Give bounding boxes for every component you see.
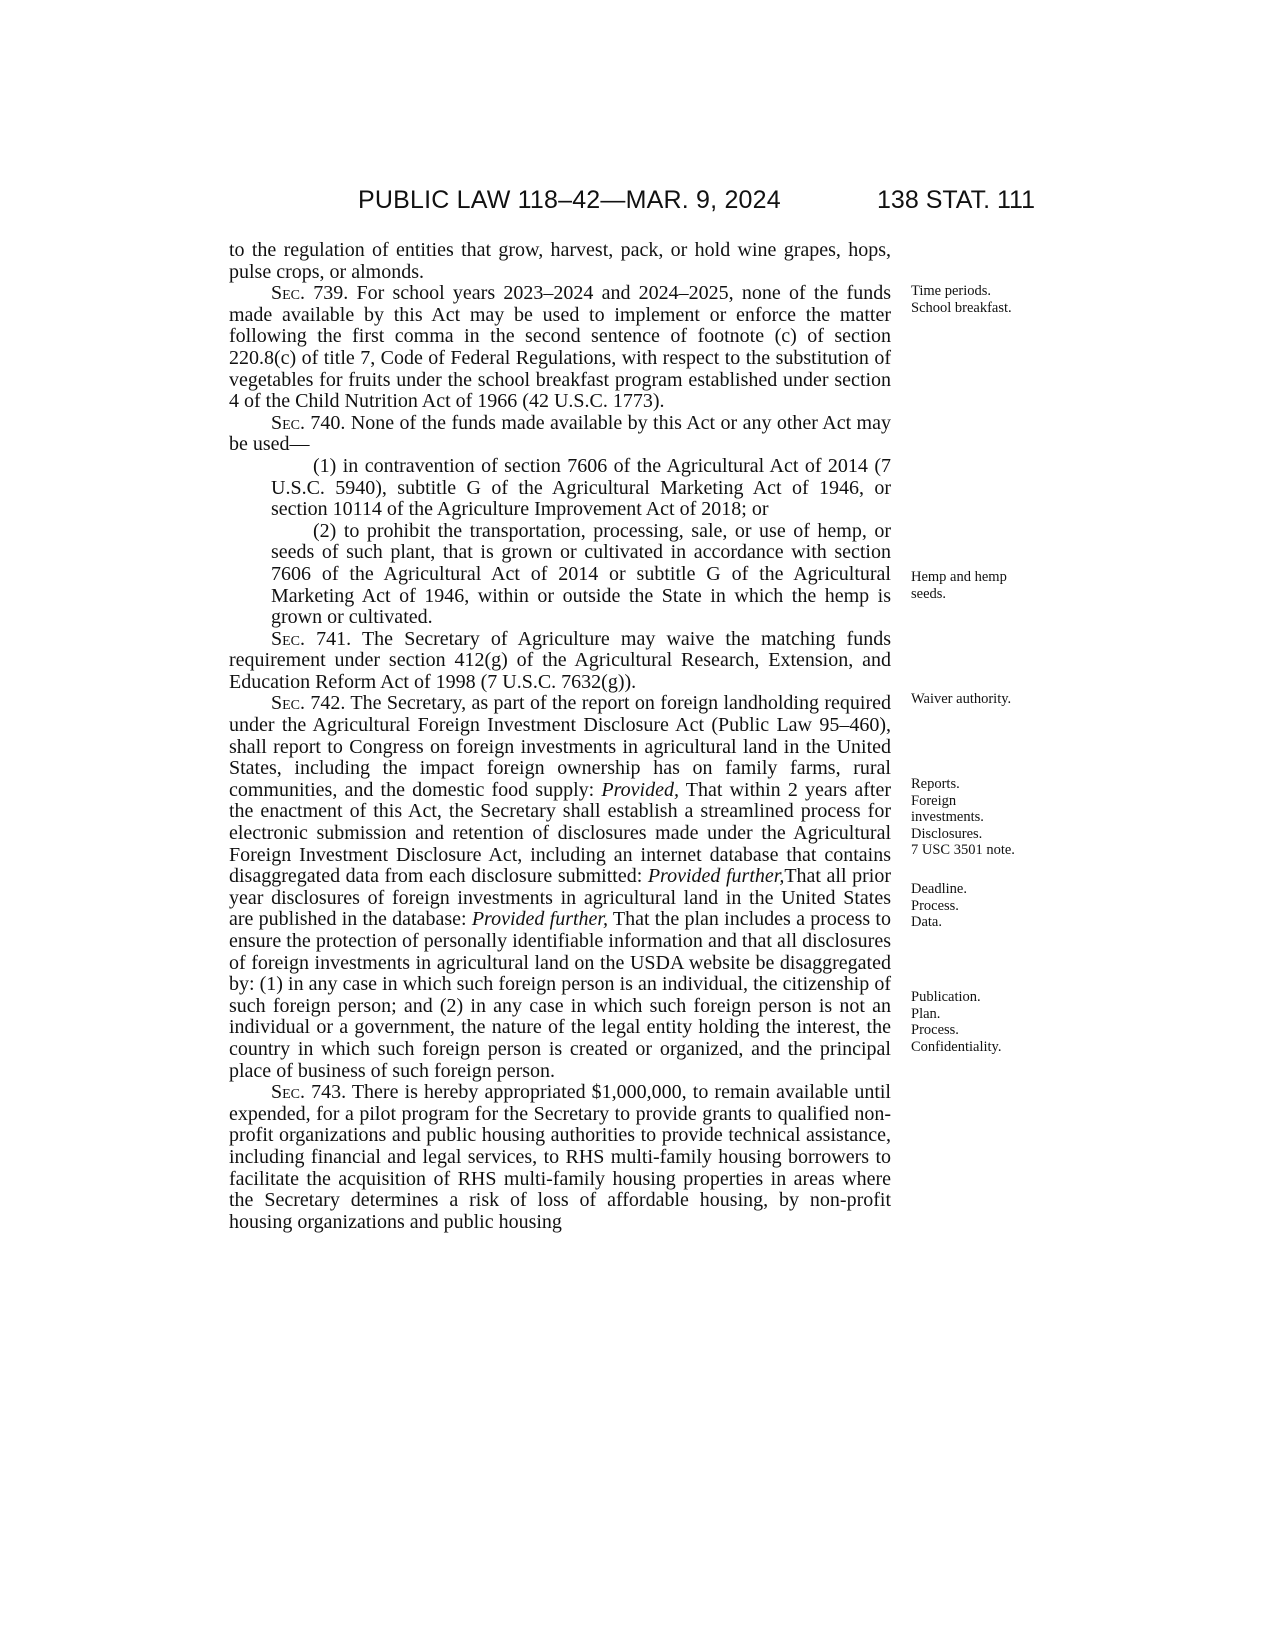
section-text: For school years 2023–2024 and 2024–2025, none of the funds made available by this Act may be used to implement or enforce the matter following the first comma in the second sentence of footnote (c) of section 220.8(c) of title 7, Code of Federal Regulations, with respect to the substitution of vegetables for fruits under the school breakfast program established under section 4 of the Child Nutrition Act of 1966 (42 U.S.C. 1773). [229, 282, 891, 413]
margin-note-reports: Reports. Foreign investments. Disclosures. 7 USC 3501 note. [911, 776, 1015, 858]
margin-note-publication: Publication. Plan. Process. Confidentiality. [911, 989, 1002, 1055]
section-741 [229, 629, 891, 694]
section-number: Sec. 742. [271, 692, 346, 715]
page-header [0, 186, 1275, 226]
section-740 [229, 413, 891, 456]
section-text: That within 2 years after the enactment of this Act, the Secretary shall establish a streamlined process for electronic submission and retention of disclosures made under the Agricultural Foreign Investment Disclosure Act, including an internet database that contains disaggregated data from each disclosure submitted: [229, 778, 891, 888]
law-body [229, 240, 891, 1233]
section-text: That all prior year disclosures of foreign investments in agricultural land in the United States are published in the database: [229, 865, 891, 931]
section-text: The Secretary of Agriculture may waive the matching funds requirement under section 412(g) of the Agricultural Research, Extension, and Education Reform Act of 1998 (7 U.S.C. 7632(g)). [229, 627, 891, 693]
section-text: That the plan includes a process to ensure the protection of personally identifiable information and that all disclosures of foreign investments in agricultural land on the USDA website be disaggregated by: (1) in any case in which such foreign person is an individual, the citizenship of such foreign person; and (2) in any case in which such foreign person is not an individual or a government, the nature of the legal entity holding the interest, the country in which such foreign person is created or organized, and the principal place of business of such foreign person. [229, 908, 891, 1082]
section-text: None of the funds made available by this Act or any other Act may be used— [229, 411, 891, 456]
margin-note-waiver: Waiver authority. [911, 691, 1012, 707]
margin-note-time-periods: Time periods. School breakfast. [911, 283, 1012, 316]
section-740-item-2: (2) to prohibit the transportation, processing, sale, or use of hemp, or seeds of such plant, that is grown or cultivated in accordance with section 7606 of the Agricultural Act of 2014 or subtitle G of the Agricultural Marketing Act of 1946, within or outside the State in which the hemp is grown or cultivated. [271, 519, 891, 629]
section-number: Sec. 741. [271, 627, 352, 650]
section-number: Sec. 739. [271, 282, 349, 305]
proviso: Provided further, [647, 865, 785, 888]
proviso: Provided further, [471, 908, 609, 931]
section-number: Sec. 743. [271, 1081, 347, 1104]
continued-paragraph: to the regulation of entities that grow, harvest, pack, or hold wine grapes, hops, pulse crops, or almonds. [229, 239, 891, 283]
proviso: Provided, [601, 778, 679, 801]
section-number: Sec. 740. [271, 411, 346, 434]
stat-page-number: 138 STAT. 111 [877, 186, 1035, 214]
section-742 [229, 693, 891, 1082]
margin-note-hemp: Hemp and hemp seeds. [911, 569, 1007, 602]
section-740-item-1: (1) in contravention of section 7606 of the Agricultural Act of 2014 (7 U.S.C. 5940), subtitle G of the Agricultural Marketing Act of 1946, or section 10114 of the Agriculture Improvement Act of 2018; or [271, 454, 891, 521]
section-text: There is hereby appropriated $1,000,000, to remain available until expended, for a pilot program for the Secretary to provide grants to qualified non-profit organizations and public housing authorities to provide technical assistance, including financial and legal services, to RHS multi-family housing borrowers to facilitate the acquisition of RHS multi-family housing properties in areas where the Secretary determines a risk of loss of affordable housing, by non-profit housing organizations and public housing [229, 1081, 891, 1233]
section-743 [229, 1082, 891, 1233]
law-citation: PUBLIC LAW 118–42—MAR. 9, 2024 [358, 186, 781, 214]
section-739 [229, 283, 891, 413]
margin-note-deadline: Deadline. Process. Data. [911, 881, 967, 930]
section-text: The Secretary, as part of the report on foreign landholding required under the Agricultural Foreign Investment Disclosure Act (Public Law 95–460), shall report to Congress on foreign investments in agricultural land in the United States, including the impact foreign ownership has on family farms, rural communities, and the domestic food supply: [229, 692, 891, 801]
